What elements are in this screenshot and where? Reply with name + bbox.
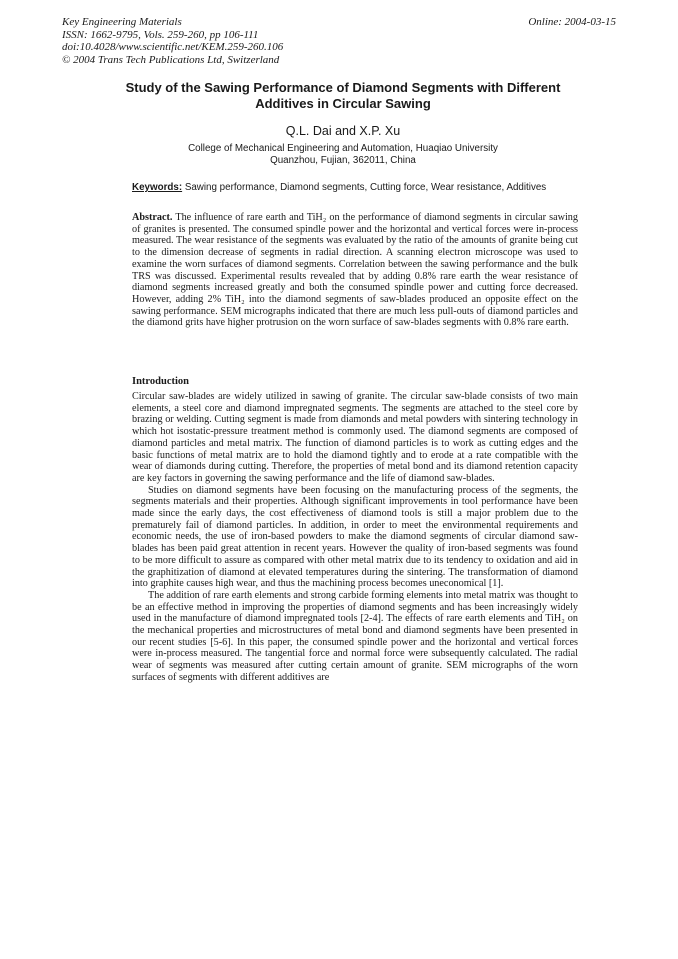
authors: Q.L. Dai and X.P. Xu [285,124,401,138]
abstract-label: Abstract. [132,212,173,223]
keywords [132,182,546,193]
abstract-text: The influence of rare earth and TiH₂ on the performance of diamond segments in circular sawing of granites is presented. The consumed spindle power and the horizontal and vertical forces were in-process measured. The wear resistance of the segments was evaluated by the ratio of the amounts of granite being cut to the dimension decrease of segments in radial direction. A scanning electron microscope was used to examine the worn surfaces of diamond segments. Correlation between the sawing performance and the bulk TRS was discussed. Experimental results revealed that by adding 0.8% rare earth the wear resistance of diamond segments increased greatly and both the consumed spindle power and cutting force decreased. However, adding 2% TiH₂ into the diamond segments of saw-blades produced an opposite effect on the sawing performance. SEM micrographs indicated that there are much less pull-outs of diamond particles and the diamond grits have higher protrusion on the worn surface of saw-blades segments with 0.8% rare earth. [132,212,578,329]
journal-header [62,16,283,66]
keywords-text: Sawing performance, Diamond segments, Cutting force, Wear resistance, Additives [182,182,547,193]
paper-title: Study of the Sawing Performance of Diamond Segments with Different Additives in Circular Sawing [125,80,561,111]
intro-paragraph: Studies on diamond segments have been focusing on the manufacturing process of the segments, the segments materials and their properties. Although significant improvements in tool performance have been made since the early days, the cost effectiveness of diamond tools is still a major problem due to the prematurely fail of diamond particles. In addition, in order to meet the environmental requirements and economic needs, the use of iron-based powders to make the diamond segments of circular diamond saw-blades has been paid great attention in recent years. However the quality of iron-based segments was found to be more difficult to assure as compared with other metal matrix due to its tendency to oxidation and aid in the graphitization of diamond at elevated temperatures during the sintering. The transformation of diamond into graphite causes high wear, and thus the machining process becomes uneconomical [1]. [132,484,578,590]
journal-name: Key Engineering Materials [62,16,182,28]
introduction-body [132,391,578,684]
affiliation-line-2: Quanzhou, Fujian, 362011, China [270,155,416,166]
abstract [132,212,578,329]
issn-line: ISSN: 1662-9795, Vols. 259-260, pp 106-111 [62,28,259,41]
affiliation [120,143,566,167]
intro-paragraph: The addition of rare earth elements and strong carbide forming elements into metal matrix was thought to be an effective method in improving the properties of diamond segments and has been increasingly widely used in the manufacture of diamond impregnated tools [2-4]. The effects of rare earth elements and TiH₂ on the mechanical properties and microstructures of metal bond and diamond segments have been presented in our recent studies [5-6]. In this paper, the consumed spindle power and the horizontal and vertical forces were in-process measured. The tangential force and normal force were subsequently calculated. The radial wear of segments was measured after cutting certain amount of granite. SEM micrographs of the worn surfaces of segments with different additives are [132,589,579,683]
keywords-label: Keywords: [132,182,183,193]
copyright-line: © 2004 Trans Tech Publications Ltd, Switzerland [62,53,280,66]
intro-paragraph: Circular saw-blades are widely utilized in sawing of granite. The circular saw-blade consists of two main elements, a steel core and diamond impregnated segments. The segments are attached to the steel core by brazing or welding. Cutting segment is made from diamonds and metal powders with sintering technology in which hot isostatic-pressure treatment method is commonly used. The diamond segments are composed of diamond particles and metal matrix. The function of diamond particles is to work as cutting edges and the basic functions of metal matrix are to hold the diamond tightly and to erode at a rate compatible with the wear of diamonds during cutting. Therefore, the properties of metal bond and its diamond retention capacity are key factors in governing the sawing performance and the life of diamond saw-blades. [132,391,578,484]
introduction-heading: Introduction [132,376,189,387]
online-date: Online: 2004-03-15 [528,16,616,28]
affiliation-line-1: College of Mechanical Engineering and Automation, Huaqiao University [188,143,498,154]
doi-line[interactable]: doi:10.4028/www.scientific.net/KEM.259-260.106 [62,41,284,53]
